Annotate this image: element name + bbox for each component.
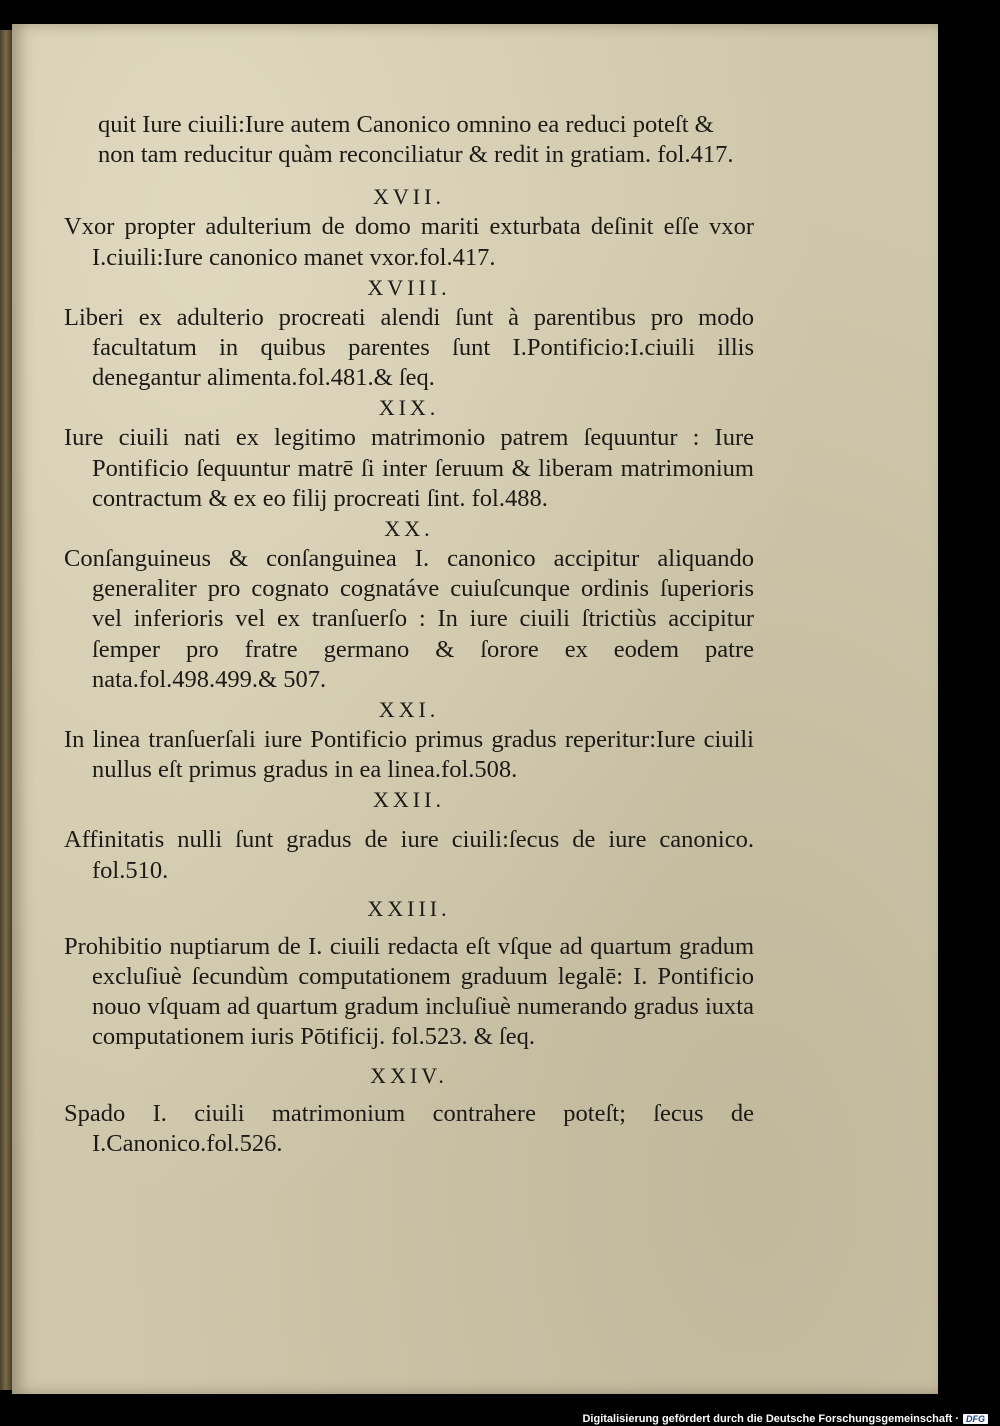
entry-22 <box>64 785 754 885</box>
entry-text: Spado I. ciuili matrimonium contrahere poteſt; ſecus de I.Canonico.fol.526. <box>64 1099 754 1157</box>
entry-number: XXIII. <box>367 895 451 921</box>
entry-text: In linea tranſuerſali iure Pontificio primus gradus reperitur:Iure ciuili nullus eſt primus gradus in ea linea.fol.508. <box>64 726 754 784</box>
entry-text: Iure ciuili nati ex legitimo matrimonio patrem ſequuntur : Iure Pontificio ſequuntur matrē ſi inter ſeruum & liberam matrimonium contractum & ex eo filij procreati ſint. fol.488. <box>64 424 754 512</box>
entry-17 <box>64 182 754 272</box>
entry-number: XVII. <box>373 184 445 210</box>
entry-19 <box>64 393 754 514</box>
dfg-logo: DFG <box>963 1414 988 1424</box>
entry-number: XXII. <box>373 787 445 813</box>
entry-18 <box>64 273 754 394</box>
entry-number: XVIII. <box>367 274 451 300</box>
entry-text: Prohibitio nuptiarum de I. ciuili redacta eſt vſque ad quartum gradum excluſiuè ſecundùm computationem graduum legalē: I. Pontificio nouo vſquam ad quartum gradum incluſiuè numerando gradus iuxta computationem iuris Pōtificij. fol.523. & ſeq. <box>64 932 754 1051</box>
entry-number: XIX. <box>378 395 440 421</box>
entry-text: Vxor propter adulterium de domo mariti exturbata deſinit eſſe vxor I.ciuili:Iure canonico manet vxor.fol.417. <box>64 213 754 271</box>
entry-number: XXIV. <box>370 1062 448 1088</box>
entry-text: Affinitatis nulli ſunt gradus de iure ciuili:ſecus de iure canonico. fol.510. <box>64 826 754 884</box>
entry-24 <box>64 1061 754 1159</box>
entry-text: Liberi ex adulterio procreati alendi ſunt à parentibus pro modo facultatum in quibus parentes ſunt I.Pontificio:I.ciuili illis denegantur alimenta.fol.481.& ſeq. <box>64 303 754 392</box>
entry-number: XX. <box>384 516 434 542</box>
entry-20 <box>64 514 754 695</box>
entry-23 <box>64 894 754 1053</box>
entry-text: Conſanguineus & conſanguinea I. canonico accipitur aliquando generaliter pro cognato cognatáve cuiuſcunque ordinis ſuperioris vel inferioris vel ex tranſuerſo : In iure ciuili ſtrictiùs accipitur ſemper pro fratre germano & ſorore ex eodem patre nata.fol.498.499.& 507. <box>64 545 754 693</box>
entry-number: XXI. <box>378 697 440 723</box>
intro-paragraph: quit Iure ciuili:Iure autem Canonico omnino ea reduci poteſt & non tam reducitur quàm reconciliatur & redit in gratiam. fol.417. <box>98 111 734 169</box>
page-text <box>64 110 754 1159</box>
digitization-credit <box>582 1413 988 1425</box>
entry-21 <box>64 695 754 785</box>
credit-text: Digitalisierung gefördert durch die Deutsche Forschungsgemeinschaft · <box>582 1413 959 1425</box>
